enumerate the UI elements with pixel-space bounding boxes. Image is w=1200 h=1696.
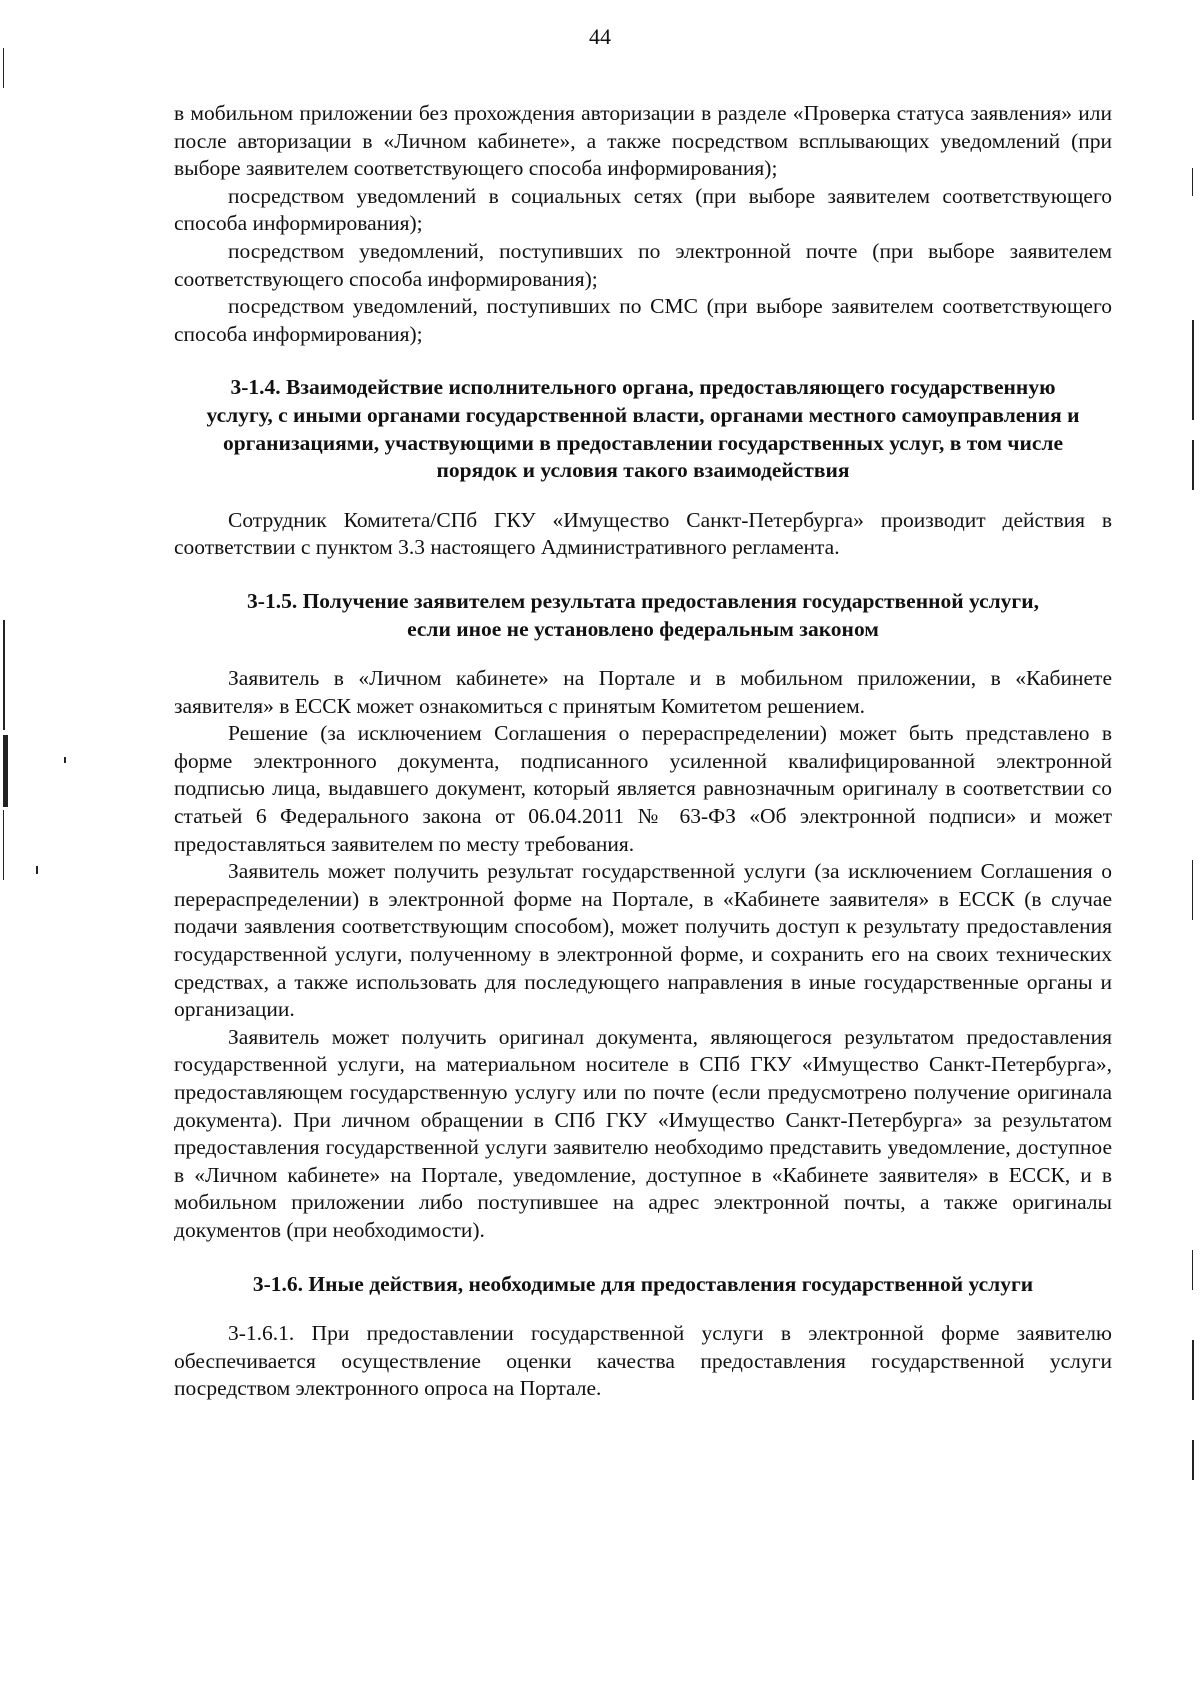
- paragraph: посредством уведомлений, поступивших по электронной почте (при выборе заявителем соответствующего способа информирования);: [174, 238, 1112, 291]
- scan-artifact: [1192, 1340, 1194, 1400]
- paragraph: посредством уведомлений, поступивших по СМС (при выборе заявителем соответствующего способа информирования);: [174, 294, 1112, 346]
- paragraph: 3-1.6.1. При предоставлении государственной услуги в электронной форме заявителю обеспечивается осуществление оценки качества предоставления государственной услуги посредством электронного опроса на Портале.: [174, 1321, 1112, 1401]
- scan-artifact: [36, 866, 38, 874]
- scan-artifact: [1192, 440, 1194, 490]
- section-heading: 3-1.5. Получение заявителем результата предоставления государственной услуги, если иное не установлено федеральным законом: [247, 588, 1039, 641]
- spacer: [174, 348, 1112, 374]
- scan-artifact: [3, 735, 8, 807]
- paragraph: посредством уведомлений в социальных сетях (при выборе заявителем соответствующего способа информирования);: [174, 183, 1112, 236]
- scan-artifact: [1192, 1440, 1194, 1480]
- paragraph: Сотрудник Комитета/СПб ГКУ «Имущество Санкт-Петербурга» производит действия в соответствии с пунктом 3.3 настоящего Административного регламента.: [174, 507, 1112, 560]
- paragraph: в мобильном приложении без прохождения авторизации в разделе «Проверка статуса заявления» или после авторизации в «Личном кабинете», а также посредством всплывающих уведомлений (при выборе заявителем соответствующего способа информирования);: [174, 101, 1112, 181]
- spacer: [174, 562, 1112, 588]
- page-number: 44: [589, 24, 611, 49]
- document-body: [174, 100, 1112, 1403]
- spacer: [174, 485, 1112, 507]
- spacer: [174, 1298, 1112, 1320]
- section-heading: 3-1.4. Взаимодействие исполнительного органа, предоставляющего государственную услугу, с иными органами государственной власти, органами местного самоуправления и организациями, участвующими в предоставлении государственных услуг, в том числе порядок и условия такого взаимодействия: [206, 375, 1080, 483]
- spacer: [174, 1245, 1112, 1271]
- scan-artifact: [3, 810, 4, 880]
- scan-artifact: [1192, 320, 1194, 420]
- paragraph: Заявитель может получить оригинал документа, являющегося результатом предоставления государственной услуги, на материальном носителе в СПб ГКУ «Имущество Санкт-Петербурга», предоставляющем государственную услугу или по почте (если предусмотрено получение оригинала документа). При личном обращении в СПб ГКУ «Имущество Санкт-Петербурга» за результатом предоставления государственной услуги заявителю необходимо представить уведомление, доступное в «Личном кабинете» на Портале, уведомление, доступное в «Кабинете заявителя» в ЕССК, и в мобильном приложении либо поступившее на адрес электронной почты, а также оригиналы документов (при необходимости).: [174, 1024, 1112, 1242]
- scan-artifact: [3, 48, 4, 88]
- scan-artifact: [3, 620, 5, 730]
- scan-artifact: [64, 757, 66, 763]
- scan-artifact: [1192, 168, 1193, 196]
- paragraph: Решение (за исключением Соглашения о перераспределении) может быть представлено в форме электронного документа, подписанного усиленной квалифицированной электронной подписью лица, выдавшего документ, который является равнозначным оригиналу в соответствии со статьей 6 Федерального закона от 06.04.2011 № 63-ФЗ «Об электронной подписи» и может предоставляться заявителем по месту требования.: [174, 721, 1112, 856]
- paragraph: Заявитель в «Личном кабинете» на Портале и в мобильном приложении, в «Кабинете заявителя» в ЕССК может ознакомиться с принятым Комитетом решением.: [174, 666, 1112, 718]
- paragraph: Заявитель может получить результат государственной услуги (за исключением Соглашения о перераспределении) в электронной форме на Портале, в «Кабинете заявителя» в ЕССК (в случае подачи заявления соответствующим способом), может получить доступ к результату предоставления государственной услуги, полученному в электронной форме, и сохранить его на своих технических средствах, а также использовать для последующего направления в иные государственные органы и организации.: [174, 859, 1112, 1022]
- scan-artifact: [1192, 1250, 1193, 1290]
- spacer: [174, 643, 1112, 665]
- scan-artifact: [1192, 860, 1193, 920]
- section-heading: 3-1.6. Иные действия, необходимые для предоставления государственной услуги: [252, 1271, 1034, 1296]
